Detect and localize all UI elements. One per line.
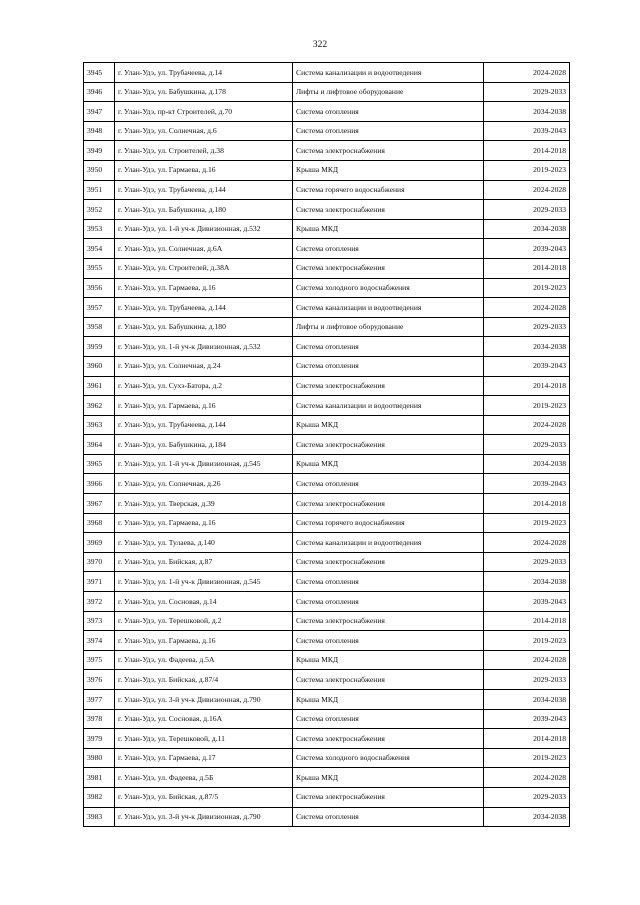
address-cell: г. Улан-Удэ, ул. Сухэ-Батора, д.2 bbox=[115, 376, 293, 396]
row-number-cell: 3951 bbox=[84, 180, 115, 200]
row-number-cell: 3983 bbox=[84, 807, 115, 827]
row-number-cell: 3960 bbox=[84, 356, 115, 376]
address-cell: г. Улан-Удэ, ул. Трубачеева, д.144 bbox=[115, 298, 293, 318]
table-row bbox=[84, 709, 570, 729]
address-cell: г. Улан-Удэ, ул. Трубачеева, д.144 bbox=[115, 415, 293, 435]
work-type-cell: Система электроснабжения bbox=[293, 787, 484, 807]
period-cell: 2024-2028 bbox=[484, 180, 570, 200]
address-cell: г. Улан-Удэ, ул. Сосновая, д.14 bbox=[115, 592, 293, 612]
row-number-cell: 3976 bbox=[84, 670, 115, 690]
table-row bbox=[84, 494, 570, 514]
period-cell: 2024-2028 bbox=[484, 768, 570, 788]
table-row bbox=[84, 298, 570, 318]
work-type-cell: Система электроснабжения bbox=[293, 258, 484, 278]
work-type-cell: Система электроснабжения bbox=[293, 494, 484, 514]
period-cell: 2034-2038 bbox=[484, 807, 570, 827]
work-type-cell: Система электроснабжения bbox=[293, 141, 484, 161]
row-number-cell: 3950 bbox=[84, 160, 115, 180]
table-row bbox=[84, 160, 570, 180]
work-type-cell: Крыша МКД bbox=[293, 219, 484, 239]
work-type-cell: Система холодного водоснабжения bbox=[293, 748, 484, 768]
period-cell: 2039-2043 bbox=[484, 474, 570, 494]
period-cell: 2029-2033 bbox=[484, 670, 570, 690]
address-cell: г. Улан-Удэ, ул. Солнечная, д.26 bbox=[115, 474, 293, 494]
work-type-cell: Система электроснабжения bbox=[293, 670, 484, 690]
work-type-cell: Система холодного водоснабжения bbox=[293, 278, 484, 298]
work-type-cell: Система электроснабжения bbox=[293, 611, 484, 631]
table-row bbox=[84, 180, 570, 200]
table-row bbox=[84, 356, 570, 376]
period-cell: 2019-2023 bbox=[484, 160, 570, 180]
page-number: 322 bbox=[312, 40, 328, 50]
period-cell: 2034-2038 bbox=[484, 337, 570, 357]
address-cell: г. Улан-Удэ, ул. Строителей, д.38А bbox=[115, 258, 293, 278]
address-cell: г. Улан-Удэ, ул. Бабушкина, д.184 bbox=[115, 435, 293, 455]
work-type-cell: Система отопления bbox=[293, 121, 484, 141]
period-cell: 2039-2043 bbox=[484, 709, 570, 729]
address-cell: г. Улан-Удэ, ул. Фадеева, д.5А bbox=[115, 650, 293, 670]
table-row bbox=[84, 670, 570, 690]
work-type-cell: Лифты и лифтовое оборудование bbox=[293, 82, 484, 102]
work-type-cell: Система канализации и водоотведения bbox=[293, 298, 484, 318]
address-cell: г. Улан-Удэ, ул. Солнечная, д.6 bbox=[115, 121, 293, 141]
row-number-cell: 3978 bbox=[84, 709, 115, 729]
work-type-cell: Крыша МКД bbox=[293, 454, 484, 474]
work-type-cell: Система горячего водоснабжения bbox=[293, 180, 484, 200]
table-row bbox=[84, 592, 570, 612]
period-cell: 2014-2018 bbox=[484, 729, 570, 749]
address-cell: г. Улан-Удэ, ул. Гармаева, д.16 bbox=[115, 160, 293, 180]
address-cell: г. Улан-Удэ, ул. Сосновая, д.16А bbox=[115, 709, 293, 729]
work-type-cell: Система электроснабжения bbox=[293, 552, 484, 572]
row-number-cell: 3970 bbox=[84, 552, 115, 572]
work-type-cell: Система горячего водоснабжения bbox=[293, 513, 484, 533]
table-row bbox=[84, 396, 570, 416]
row-number-cell: 3946 bbox=[84, 82, 115, 102]
table-row bbox=[84, 807, 570, 827]
row-number-cell: 3968 bbox=[84, 513, 115, 533]
table-row bbox=[84, 219, 570, 239]
period-cell: 2024-2028 bbox=[484, 298, 570, 318]
table-row bbox=[84, 572, 570, 592]
row-number-cell: 3974 bbox=[84, 631, 115, 651]
table-row bbox=[84, 278, 570, 298]
address-cell: г. Улан-Удэ, ул. Тверская, д.39 bbox=[115, 494, 293, 514]
address-cell: г. Улан-Удэ, ул. Гармаева, д.16 bbox=[115, 396, 293, 416]
address-cell: г. Улан-Удэ, пр-кт Строителей, д.70 bbox=[115, 102, 293, 122]
address-cell: г. Улан-Удэ, ул. Терешковой, д.11 bbox=[115, 729, 293, 749]
row-number-cell: 3955 bbox=[84, 258, 115, 278]
row-number-cell: 3963 bbox=[84, 415, 115, 435]
work-type-cell: Крыша МКД bbox=[293, 160, 484, 180]
address-cell: г. Улан-Удэ, ул. 3-й уч-к Дивизионная, д.790 bbox=[115, 807, 293, 827]
work-type-cell: Система электроснабжения bbox=[293, 435, 484, 455]
address-cell: г. Улан-Удэ, ул. Гармаева, д.16 bbox=[115, 631, 293, 651]
period-cell: 2019-2023 bbox=[484, 513, 570, 533]
table-row bbox=[84, 533, 570, 553]
row-number-cell: 3956 bbox=[84, 278, 115, 298]
period-cell: 2019-2023 bbox=[484, 278, 570, 298]
period-cell: 2034-2038 bbox=[484, 454, 570, 474]
address-cell: г. Улан-Удэ, ул. Бабушкина, д.178 bbox=[115, 82, 293, 102]
address-cell: г. Улан-Удэ, ул. 3-й уч-к Дивизионная, д.790 bbox=[115, 690, 293, 710]
row-number-cell: 3969 bbox=[84, 533, 115, 553]
table-row bbox=[84, 376, 570, 396]
table-row bbox=[84, 690, 570, 710]
table-row bbox=[84, 141, 570, 161]
address-cell: г. Улан-Удэ, ул. Гармаева, д.17 bbox=[115, 748, 293, 768]
table-row bbox=[84, 650, 570, 670]
period-cell: 2029-2033 bbox=[484, 435, 570, 455]
period-cell: 2039-2043 bbox=[484, 121, 570, 141]
work-type-cell: Система отопления bbox=[293, 337, 484, 357]
work-type-cell: Система отопления bbox=[293, 631, 484, 651]
work-type-cell: Система отопления bbox=[293, 572, 484, 592]
address-cell: г. Улан-Удэ, ул. Трубачеева, д.14 bbox=[115, 63, 293, 83]
table-row bbox=[84, 239, 570, 259]
row-number-cell: 3957 bbox=[84, 298, 115, 318]
period-cell: 2029-2033 bbox=[484, 317, 570, 337]
address-cell: г. Улан-Удэ, ул. Гармаева, д.16 bbox=[115, 278, 293, 298]
period-cell: 2034-2038 bbox=[484, 572, 570, 592]
table-row bbox=[84, 200, 570, 220]
period-cell: 2034-2038 bbox=[484, 219, 570, 239]
work-type-cell: Система отопления bbox=[293, 709, 484, 729]
period-cell: 2014-2018 bbox=[484, 376, 570, 396]
address-cell: г. Улан-Удэ, ул. Бийская, д.87 bbox=[115, 552, 293, 572]
period-cell: 2039-2043 bbox=[484, 239, 570, 259]
address-cell: г. Улан-Удэ, ул. Трубачеева, д.144 bbox=[115, 180, 293, 200]
period-cell: 2029-2033 bbox=[484, 787, 570, 807]
work-type-cell: Лифты и лифтовое оборудование bbox=[293, 317, 484, 337]
period-cell: 2014-2018 bbox=[484, 494, 570, 514]
period-cell: 2034-2038 bbox=[484, 690, 570, 710]
row-number-cell: 3961 bbox=[84, 376, 115, 396]
period-cell: 2024-2028 bbox=[484, 415, 570, 435]
row-number-cell: 3971 bbox=[84, 572, 115, 592]
row-number-cell: 3965 bbox=[84, 454, 115, 474]
table-body bbox=[84, 63, 570, 827]
address-cell: г. Улан-Удэ, ул. Строителей, д.38 bbox=[115, 141, 293, 161]
address-cell: г. Улан-Удэ, ул. 1-й уч-к Дивизионная, д.545 bbox=[115, 454, 293, 474]
work-type-cell: Система отопления bbox=[293, 592, 484, 612]
work-type-cell: Система отопления bbox=[293, 474, 484, 494]
row-number-cell: 3947 bbox=[84, 102, 115, 122]
period-cell: 2014-2018 bbox=[484, 141, 570, 161]
period-cell: 2029-2033 bbox=[484, 82, 570, 102]
address-cell: г. Улан-Удэ, ул. Терешковой, д.2 bbox=[115, 611, 293, 631]
table-row bbox=[84, 729, 570, 749]
work-type-cell: Система отопления bbox=[293, 239, 484, 259]
row-number-cell: 3966 bbox=[84, 474, 115, 494]
row-number-cell: 3945 bbox=[84, 63, 115, 83]
period-cell: 2024-2028 bbox=[484, 650, 570, 670]
table-row bbox=[84, 435, 570, 455]
work-type-cell: Система канализации и водоотведения bbox=[293, 396, 484, 416]
row-number-cell: 3977 bbox=[84, 690, 115, 710]
table-row bbox=[84, 415, 570, 435]
period-cell: 2039-2043 bbox=[484, 592, 570, 612]
address-cell: г. Улан-Удэ, ул. 1-й уч-к Дивизионная, д.532 bbox=[115, 337, 293, 357]
row-number-cell: 3980 bbox=[84, 748, 115, 768]
row-number-cell: 3979 bbox=[84, 729, 115, 749]
work-type-cell: Крыша МКД bbox=[293, 650, 484, 670]
period-cell: 2019-2023 bbox=[484, 396, 570, 416]
table-row bbox=[84, 82, 570, 102]
address-cell: г. Улан-Удэ, ул. Фадеева, д.5Б bbox=[115, 768, 293, 788]
row-number-cell: 3964 bbox=[84, 435, 115, 455]
table-row bbox=[84, 121, 570, 141]
table-row bbox=[84, 63, 570, 83]
address-cell: г. Улан-Удэ, ул. 1-й уч-к Дивизионная, д.532 bbox=[115, 219, 293, 239]
table-row bbox=[84, 552, 570, 572]
address-cell: г. Улан-Удэ, ул. 1-й уч-к Дивизионная, д.545 bbox=[115, 572, 293, 592]
row-number-cell: 3958 bbox=[84, 317, 115, 337]
work-type-cell: Крыша МКД bbox=[293, 690, 484, 710]
table-row bbox=[84, 102, 570, 122]
table-row bbox=[84, 474, 570, 494]
work-type-cell: Система отопления bbox=[293, 102, 484, 122]
row-number-cell: 3967 bbox=[84, 494, 115, 514]
address-cell: г. Улан-Удэ, ул. Тулаева, д.140 bbox=[115, 533, 293, 553]
table-row bbox=[84, 787, 570, 807]
address-cell: г. Улан-Удэ, ул. Бабушкина, д.180 bbox=[115, 317, 293, 337]
row-number-cell: 3952 bbox=[84, 200, 115, 220]
table-row bbox=[84, 337, 570, 357]
row-number-cell: 3953 bbox=[84, 219, 115, 239]
row-number-cell: 3962 bbox=[84, 396, 115, 416]
period-cell: 2034-2038 bbox=[484, 102, 570, 122]
table-row bbox=[84, 748, 570, 768]
address-cell: г. Улан-Удэ, ул. Бийская, д.87/5 bbox=[115, 787, 293, 807]
period-cell: 2014-2018 bbox=[484, 258, 570, 278]
table-row bbox=[84, 454, 570, 474]
registry-table bbox=[83, 62, 570, 827]
row-number-cell: 3948 bbox=[84, 121, 115, 141]
work-type-cell: Система электроснабжения bbox=[293, 200, 484, 220]
row-number-cell: 3959 bbox=[84, 337, 115, 357]
period-cell: 2024-2028 bbox=[484, 63, 570, 83]
work-type-cell: Система электроснабжения bbox=[293, 729, 484, 749]
address-cell: г. Улан-Удэ, ул. Бийская, д.87/4 bbox=[115, 670, 293, 690]
address-cell: г. Улан-Удэ, ул. Бабушкина, д.180 bbox=[115, 200, 293, 220]
row-number-cell: 3982 bbox=[84, 787, 115, 807]
address-cell: г. Улан-Удэ, ул. Гармаева, д.16 bbox=[115, 513, 293, 533]
row-number-cell: 3975 bbox=[84, 650, 115, 670]
period-cell: 2019-2023 bbox=[484, 748, 570, 768]
address-cell: г. Улан-Удэ, ул. Солнечная, д.6А bbox=[115, 239, 293, 259]
period-cell: 2019-2023 bbox=[484, 631, 570, 651]
work-type-cell: Система отопления bbox=[293, 807, 484, 827]
period-cell: 2029-2033 bbox=[484, 200, 570, 220]
work-type-cell: Система канализации и водоотведения bbox=[293, 533, 484, 553]
row-number-cell: 3972 bbox=[84, 592, 115, 612]
table-row bbox=[84, 258, 570, 278]
row-number-cell: 3949 bbox=[84, 141, 115, 161]
work-type-cell: Крыша МКД bbox=[293, 768, 484, 788]
period-cell: 2014-2018 bbox=[484, 611, 570, 631]
period-cell: 2029-2033 bbox=[484, 552, 570, 572]
work-type-cell: Крыша МКД bbox=[293, 415, 484, 435]
period-cell: 2024-2028 bbox=[484, 533, 570, 553]
row-number-cell: 3981 bbox=[84, 768, 115, 788]
work-type-cell: Система канализации и водоотведения bbox=[293, 63, 484, 83]
table-row bbox=[84, 317, 570, 337]
row-number-cell: 3973 bbox=[84, 611, 115, 631]
table-row bbox=[84, 513, 570, 533]
period-cell: 2039-2043 bbox=[484, 356, 570, 376]
table-row bbox=[84, 631, 570, 651]
work-type-cell: Система отопления bbox=[293, 356, 484, 376]
work-type-cell: Система электроснабжения bbox=[293, 376, 484, 396]
table-row bbox=[84, 611, 570, 631]
address-cell: г. Улан-Удэ, ул. Солнечная, д.24 bbox=[115, 356, 293, 376]
table-row bbox=[84, 768, 570, 788]
row-number-cell: 3954 bbox=[84, 239, 115, 259]
